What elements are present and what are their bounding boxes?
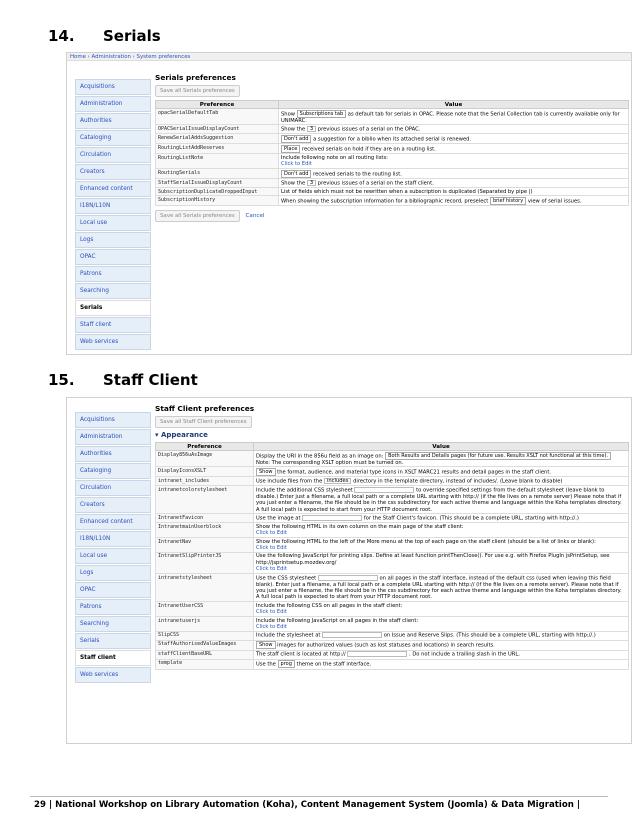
sidebar-item-local-use[interactable]: Local use: [75, 548, 151, 564]
preference-name: intranetstylesheet: [156, 574, 254, 602]
table-row: [156, 196, 629, 206]
sidebar-item-patrons[interactable]: Patrons: [75, 266, 151, 282]
click-to-edit-link[interactable]: Click to Edit: [256, 545, 287, 552]
value-input[interactable]: [302, 515, 362, 521]
value-text: to override specified settings from the default stylesheet (leave blank to disable.) Enter just a filename, a full local path or a complete URL starting with http:// (if the file lives on a remote server) Please note that if you just enter a filename, the file should be in the css subdirectory for each active theme and language within the Koha templates directory. A full local path is expected to start from your HTTP document root.: [256, 487, 622, 513]
preference-value: [279, 179, 629, 188]
value-text: the format, audience, and material type icons in XSLT MARC21 results and detail pages in the staff client.: [277, 469, 552, 476]
value-text: view of serial issues.: [527, 198, 582, 205]
table-row: [156, 574, 629, 602]
heading-number: 14.: [48, 27, 75, 45]
page-footer: 29 | National Workshop on Library Automation (Koha), Content Management System (Joomla) & Data Migration |: [34, 800, 580, 810]
preference-value: [279, 125, 629, 134]
value-text: Include the additional CSS stylesheet: [256, 487, 353, 494]
staff-client-screenshot: [66, 397, 632, 744]
save-all-button[interactable]: Save all Serials preferences: [155, 85, 240, 97]
preference-value: [254, 523, 629, 538]
value-text: Include the stylesheet at: [256, 632, 321, 639]
preference-name: RoutingSerials: [156, 169, 279, 179]
preferences-table: [155, 100, 629, 206]
table-row: [156, 467, 629, 477]
sidebar-item-authorities[interactable]: Authorities: [75, 113, 151, 129]
value-input[interactable]: [322, 632, 382, 638]
heading-title: Staff Client: [103, 371, 198, 389]
value-text: on all pages in the staff interface, instead of the default css (used when leaving this field blank). Enter just a filename, a full local path or a complete URL starting with http:// (if the file lives on a remote server). Please note that if you just enter a filename, the file should be in the css subdirectory for each active theme and language within the Koha templates directory. A full local path is expected to start from your HTTP document root.: [256, 575, 622, 601]
preference-name: opacSerialDefaultTab: [156, 109, 279, 125]
value-text: Include the following JavaScript on all pages in the staff client:: [256, 617, 419, 624]
preference-name: SlipCSS: [156, 631, 254, 640]
section-heading-serials: [48, 27, 161, 45]
value-text: for the Staff Client's favicon. (This should be a complete URL, starting with http://.): [363, 515, 579, 522]
preference-name: StaffSerialIssueDisplayCount: [156, 179, 279, 188]
sidebar-menu: [75, 79, 151, 351]
value-text: on Issue and Reserve Slips. (This should be a complete URL, starting with http://.): [383, 632, 596, 639]
value-input[interactable]: [354, 487, 414, 493]
table-row: [156, 134, 629, 144]
preference-value: [279, 109, 629, 125]
section-heading-staff-client: [48, 371, 198, 389]
preference-value: [254, 538, 629, 553]
table-row: [156, 538, 629, 553]
cancel-link[interactable]: Cancel: [245, 213, 265, 220]
preference-name: IntranetNav: [156, 538, 254, 553]
preference-name: SubscriptionHistory: [156, 196, 279, 206]
preference-value: [279, 134, 629, 144]
footer-divider: [30, 796, 608, 797]
value-text: as default tab for serials in OPAC. Please note that the Serial Collection tab is currently available only for UNIMARC.: [281, 111, 620, 124]
sidebar-item-enhanced-content[interactable]: Enhanced content: [75, 181, 151, 197]
preference-name: intranetcolorstylesheet: [156, 486, 254, 514]
value-text: previous issues of a serial on the OPAC.: [317, 126, 421, 133]
click-to-edit-link[interactable]: Click to Edit: [256, 530, 287, 537]
preference-name: IntranetFavicon: [156, 514, 254, 523]
preferences-table: [155, 442, 629, 670]
value-select[interactable]: Don't add: [281, 135, 311, 143]
value-text: images for authorized values (such as lost statuses and locations) in search results.: [277, 642, 495, 649]
preference-value: [279, 196, 629, 206]
sidebar-item-staff-client[interactable]: Staff client: [75, 317, 151, 333]
sidebar-item-cataloging[interactable]: Cataloging: [75, 130, 151, 146]
col-header-preference[interactable]: Preference: [156, 101, 279, 109]
value-select[interactable]: Place: [281, 145, 300, 153]
sidebar-item-logs[interactable]: Logs: [75, 232, 151, 248]
value-text: Use the: [256, 661, 276, 668]
breadcrumb[interactable]: Home › Administration › System preferences: [70, 54, 191, 60]
value-text: When showing the subscription information for a bibliographic record, preselect: [281, 198, 489, 205]
preference-value: [254, 659, 629, 669]
table-row: [156, 631, 629, 640]
value-text: Note: The corresponding XSLT option must be turned on.: [256, 459, 404, 466]
sidebar-item-web-services[interactable]: Web services: [75, 334, 151, 350]
value-select[interactable]: Show: [256, 641, 276, 649]
value-select[interactable]: prog: [278, 660, 295, 668]
value-text: Display the URI in the 856u field as an image on:: [256, 453, 384, 459]
value-text: Use the following JavaScript for printing slips. Define at least function printThenClose(). For use e.g. with Firefox PlugIn jsPrintSetup, see http://jsprintsetup.mozdev.org/: [256, 553, 610, 566]
preference-value: [254, 451, 629, 467]
value-select[interactable]: brief history: [490, 197, 526, 205]
serials-main: [155, 73, 629, 222]
sidebar-item-i18n-l10n[interactable]: I18N/L10N: [75, 531, 151, 547]
table-row: [156, 650, 629, 659]
sidebar-item-serials[interactable]: Serials: [75, 633, 151, 649]
preference-name: template: [156, 659, 254, 669]
page-title: Staff Client preferences: [155, 404, 255, 413]
sidebar-item-acquisitions[interactable]: Acquisitions: [75, 79, 151, 95]
preference-name: OPACSerialIssueDisplayCount: [156, 125, 279, 134]
sidebar-item-opac[interactable]: OPAC: [75, 249, 151, 265]
value-text: received serials on hold if they are on a routing list.: [301, 146, 436, 153]
staff-client-main: [155, 404, 629, 670]
table-row: [156, 109, 629, 125]
value-text: List of fields which must not be rewritten when a subscription is duplicated (Separated by pipe |): [281, 188, 533, 195]
table-row: [156, 154, 629, 169]
value-text: Use include files from the: [256, 478, 323, 485]
value-select[interactable]: Subscriptions tab: [297, 110, 346, 118]
preference-name: Display856uAsImage: [156, 451, 254, 467]
sidebar-item-serials[interactable]: Serials: [75, 300, 151, 316]
value-input[interactable]: 3: [307, 180, 316, 186]
sidebar-item-administration[interactable]: Administration: [75, 96, 151, 112]
table-row: [156, 188, 629, 196]
table-row: [156, 125, 629, 134]
value-text: The staff client is located at http://: [256, 651, 346, 658]
table-row: [156, 640, 629, 650]
preference-value: [279, 188, 629, 196]
preference-value: [254, 574, 629, 602]
sidebar-item-i18n-l10n[interactable]: I18N/L10N: [75, 198, 151, 214]
preference-value: [254, 617, 629, 632]
value-text: Use the image at: [256, 515, 301, 522]
preference-value: [254, 640, 629, 650]
table-row: [156, 659, 629, 669]
preference-value: [254, 467, 629, 477]
preference-value: [254, 514, 629, 523]
value-text: . Do not include a trailing slash in the URL.: [409, 651, 520, 658]
click-to-edit-link[interactable]: Click to Edit: [256, 624, 287, 631]
value-input[interactable]: [318, 575, 378, 581]
table-row: [156, 514, 629, 523]
value-text: received serials to the routing list.: [313, 171, 402, 178]
preference-name: IntranetUserCSS: [156, 602, 254, 617]
sidebar-item-creators[interactable]: Creators: [75, 497, 151, 513]
preference-name: RenewSerialAddsSuggestion: [156, 134, 279, 144]
preference-value: [254, 650, 629, 659]
preference-name: StaffAuthorisedValueImages: [156, 640, 254, 650]
sidebar-item-staff-client[interactable]: Staff client: [75, 650, 151, 666]
table-row: [156, 179, 629, 188]
preference-value: [254, 552, 629, 573]
table-row: [156, 552, 629, 573]
value-text: Include the following CSS on all pages in the staff client:: [256, 602, 403, 609]
col-header-preference[interactable]: Preference: [156, 443, 254, 451]
sidebar-item-acquisitions[interactable]: Acquisitions: [75, 412, 151, 428]
value-input[interactable]: 3: [307, 126, 316, 132]
preference-name: SubscriptionDuplicateDroppedInput: [156, 188, 279, 196]
preference-name: IntranetmainUserblock: [156, 523, 254, 538]
sidebar-item-administration[interactable]: Administration: [75, 429, 151, 445]
sidebar-item-circulation[interactable]: Circulation: [75, 147, 151, 163]
sidebar-item-enhanced-content[interactable]: Enhanced content: [75, 514, 151, 530]
value-select[interactable]: Both Results and Details pages (for future use. Results XSLT not functional at this time).: [385, 452, 611, 460]
preference-name: staffClientBaseURL: [156, 650, 254, 659]
table-row: [156, 451, 629, 467]
preference-name: intranet_includes: [156, 477, 254, 486]
page-title: Serials preferences: [155, 73, 236, 82]
value-select[interactable]: Don't add: [281, 170, 311, 178]
preference-value: [279, 154, 629, 169]
heading-title: Serials: [103, 27, 161, 45]
sidebar-item-local-use[interactable]: Local use: [75, 215, 151, 231]
sidebar-item-cataloging[interactable]: Cataloging: [75, 463, 151, 479]
preference-value: [254, 486, 629, 514]
preference-value: [279, 144, 629, 154]
value-text: Show: [281, 111, 295, 117]
sidebar-item-web-services[interactable]: Web services: [75, 667, 151, 683]
preference-value: [279, 169, 629, 179]
table-row: [156, 169, 629, 179]
sidebar-item-searching[interactable]: Searching: [75, 616, 151, 632]
table-row: [156, 617, 629, 632]
heading-number: 15.: [48, 371, 75, 389]
click-to-edit-link[interactable]: Click to Edit: [256, 609, 287, 616]
col-header-value: Value: [279, 101, 629, 109]
sidebar-menu: [75, 412, 151, 684]
serials-screenshot: [66, 52, 632, 355]
preference-name: intranetuserjs: [156, 617, 254, 632]
value-text: Show the following HTML in its own column on the main page of the staff client:: [256, 523, 464, 530]
table-row: [156, 486, 629, 514]
sidebar-item-patrons[interactable]: Patrons: [75, 599, 151, 615]
click-to-edit-link[interactable]: Click to Edit: [256, 566, 287, 573]
value-text: theme on the staff interface.: [296, 661, 372, 668]
value-text: Use the CSS stylesheet: [256, 575, 317, 582]
save-all-button[interactable]: Save all Staff Client preferences: [155, 416, 252, 428]
preference-name: DisplayIconsXSLT: [156, 467, 254, 477]
value-text: Show the following HTML to the left of the More menu at the top of each page on the staff client (should be a list of links or blank):: [256, 538, 596, 545]
table-row: [156, 477, 629, 486]
value-text: previous issues of a serial on the staff client.: [317, 180, 434, 187]
appearance-section-toggle[interactable]: ▾ Appearance: [155, 431, 208, 439]
sidebar-item-opac[interactable]: OPAC: [75, 582, 151, 598]
value-input[interactable]: [347, 651, 407, 657]
save-all-button-bottom[interactable]: Save all Serials preferences: [155, 210, 240, 222]
value-select[interactable]: Show: [256, 468, 276, 476]
preference-value: [254, 477, 629, 486]
sidebar-item-logs[interactable]: Logs: [75, 565, 151, 581]
value-text: Show the: [281, 180, 306, 187]
value-text: Show the: [281, 126, 306, 133]
preference-value: [254, 602, 629, 617]
preference-name: RoutingListNote: [156, 154, 279, 169]
sidebar-item-circulation[interactable]: Circulation: [75, 480, 151, 496]
sidebar-item-creators[interactable]: Creators: [75, 164, 151, 180]
table-row: [156, 144, 629, 154]
sidebar-item-searching[interactable]: Searching: [75, 283, 151, 299]
click-to-edit-link[interactable]: Click to Edit: [281, 161, 312, 168]
value-text: Include following note on all routing lists:: [281, 154, 388, 161]
value-text: directory in the template directory, instead of includes/. (Leave blank to disable): [353, 478, 563, 485]
col-header-value: Value: [254, 443, 629, 451]
preference-value: [254, 631, 629, 640]
value-input[interactable]: includes: [324, 478, 352, 484]
table-row: [156, 523, 629, 538]
sidebar-item-authorities[interactable]: Authorities: [75, 446, 151, 462]
value-text: a suggestion for a biblio when its attached serial is renewed.: [313, 136, 472, 143]
preference-name: RoutingListAddReserves: [156, 144, 279, 154]
preference-name: IntranetSlipPrinterJS: [156, 552, 254, 573]
table-row: [156, 602, 629, 617]
